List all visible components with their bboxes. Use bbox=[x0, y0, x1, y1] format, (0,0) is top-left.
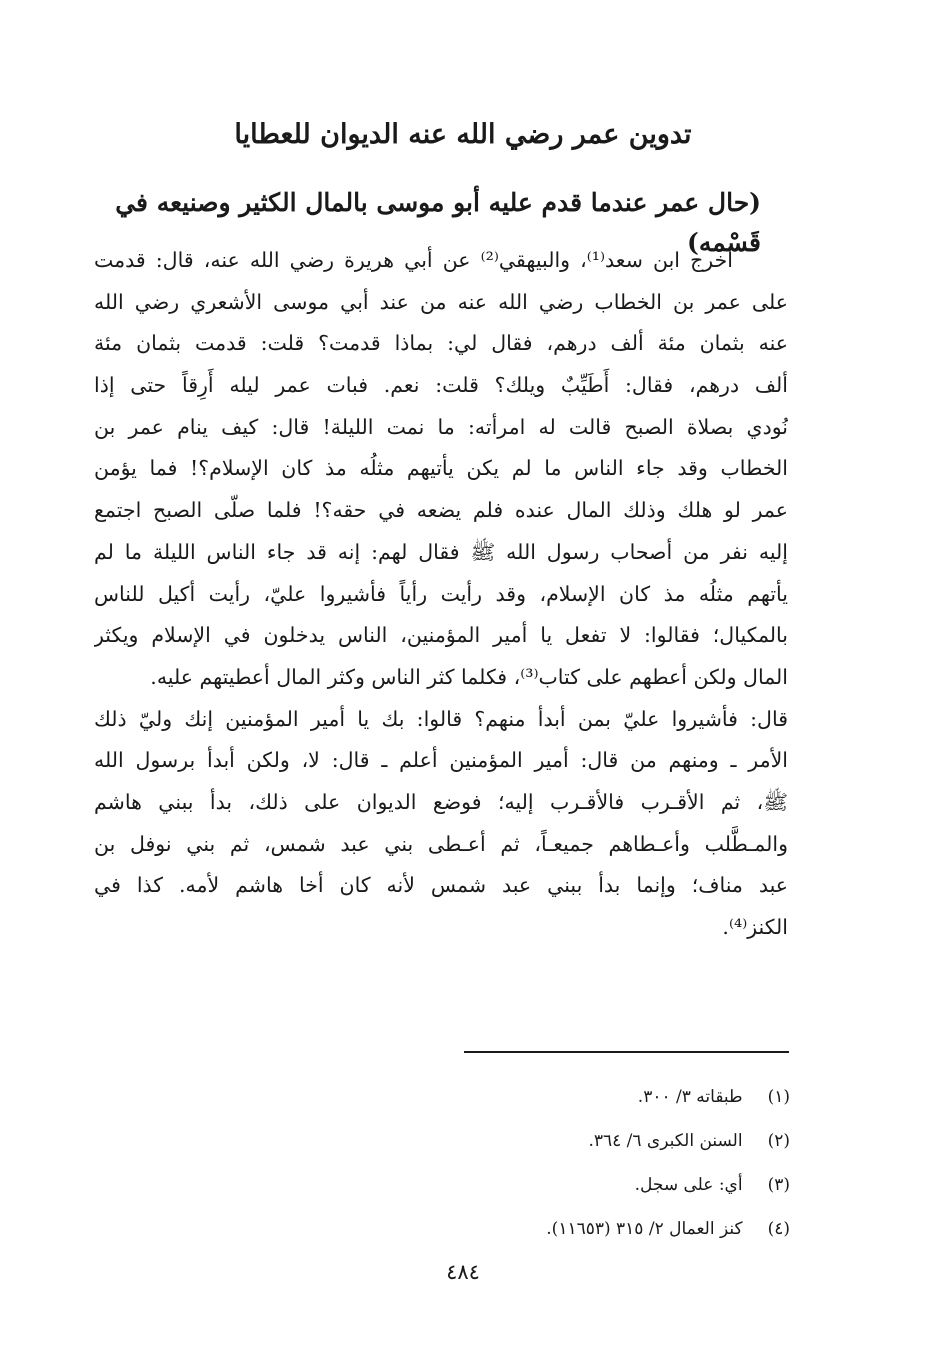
body-line: إليه نفر من أصحاب رسول الله ﷺ فقال لهم: إنه قد جاء الناس الليلة ما لم bbox=[94, 539, 788, 564]
footnote-number: (١) bbox=[767, 1087, 790, 1107]
body-line: ألف درهم، فقال: أَطَيِّبٌ ويلك؟ قلت: نعم. فبات عمر ليله أَرِقاً حتى إذا bbox=[94, 373, 788, 398]
footnote-separator bbox=[464, 1051, 789, 1053]
footnote bbox=[300, 1075, 790, 1119]
body-line: الكنز⁽⁴⁾. bbox=[722, 915, 788, 939]
body-line: عمر لو هلك وذلك المال عنده فلم يضعه في حقه؟! فلما صلّى الصبح اجتمع bbox=[94, 498, 788, 523]
body-line: الخطاب وقد جاء الناس ما لم يكن يأتيهم مثلُه مذ كان الإسلام؟! فما يؤمن bbox=[94, 456, 788, 481]
body-text bbox=[94, 240, 788, 949]
body-line: أخرج ابن سعد⁽¹⁾، والبيهقي⁽²⁾ عن أبي هريرة رضي الله عنه، قال: قدمت bbox=[94, 248, 733, 272]
body-line: بالمكيال؛ فقالوا: لا تفعل يا أمير المؤمنين، الناس يدخلون في الإسلام ويكثر bbox=[94, 623, 788, 648]
footnote-number: (٣) bbox=[767, 1175, 790, 1195]
chapter-title: تدوين عمر رضي الله عنه الديوان للعطايا bbox=[234, 119, 692, 150]
footnote-text: السنن الكبرى ٦/ ٣٦٤. bbox=[588, 1131, 743, 1151]
body-line: الأمر ـ ومنهم من قال: أمير المؤمنين أعلم ـ قال: لا، ولكن أبدأ برسول الله bbox=[94, 748, 788, 773]
section-subtitle: (حال عمر عندما قدم عليه أبو موسى بالمال الكثير وصنيعه في قَسْمه) bbox=[115, 188, 761, 257]
body-line: عبد مناف؛ وإنما بدأ ببني عبد شمس لأنه كان أخا هاشم لأمه. كذا في bbox=[94, 873, 788, 898]
footnote-number: (٤) bbox=[767, 1219, 790, 1239]
footnote bbox=[300, 1207, 790, 1251]
body-line: قال: فأشيروا عليّ بمن أبدأ منهم؟ قالوا: بك يا أمير المؤمنين إنك وليّ ذلك bbox=[94, 706, 788, 731]
body-line: نُودي بصلاة الصبح قالت له امرأته: ما نمت الليلة! قال: كيف ينام عمر بن bbox=[94, 414, 788, 439]
body-line: عنه بثمان مئة ألف درهم، فقال لي: بماذا قدمت؟ قلت: قدمت بثمان مئة bbox=[94, 331, 788, 356]
page-number: ٤٨٤ bbox=[446, 1260, 480, 1284]
body-line: والمـطَّلب وأعـطاهم جميعـاً، ثم أعـطى بني عبد شمس، ثم بني نوفل بن bbox=[94, 831, 788, 856]
footnote bbox=[300, 1119, 790, 1163]
footnote-text: كنز العمال ٢/ ٣١٥ (١١٦٥٣). bbox=[546, 1219, 743, 1239]
footnotes bbox=[300, 1075, 790, 1251]
body-line: ﷺ، ثم الأقـرب فالأقـرب إليه؛ فوضع الديوان على ذلك، بدأ ببني هاشم bbox=[94, 789, 788, 814]
footnote-number: (٢) bbox=[767, 1131, 790, 1151]
footnote bbox=[300, 1163, 790, 1207]
footnote-text: طبقاته ٣/ ٣٠٠. bbox=[637, 1087, 743, 1107]
body-line: المال ولكن أعطهم على كتاب⁽³⁾، فكلما كثر الناس وكثر المال أعطيتهم عليه. bbox=[150, 664, 788, 689]
body-line: على عمر بن الخطاب رضي الله عنه من عند أبي موسى الأشعري رضي الله bbox=[94, 289, 788, 314]
footnote-text: أي: على سجل. bbox=[634, 1175, 743, 1195]
body-line: يأتهم مثلُه مذ كان الإسلام، وقد رأيت رأياً فأشيروا عليّ، رأيت أكيل للناس bbox=[94, 581, 788, 606]
